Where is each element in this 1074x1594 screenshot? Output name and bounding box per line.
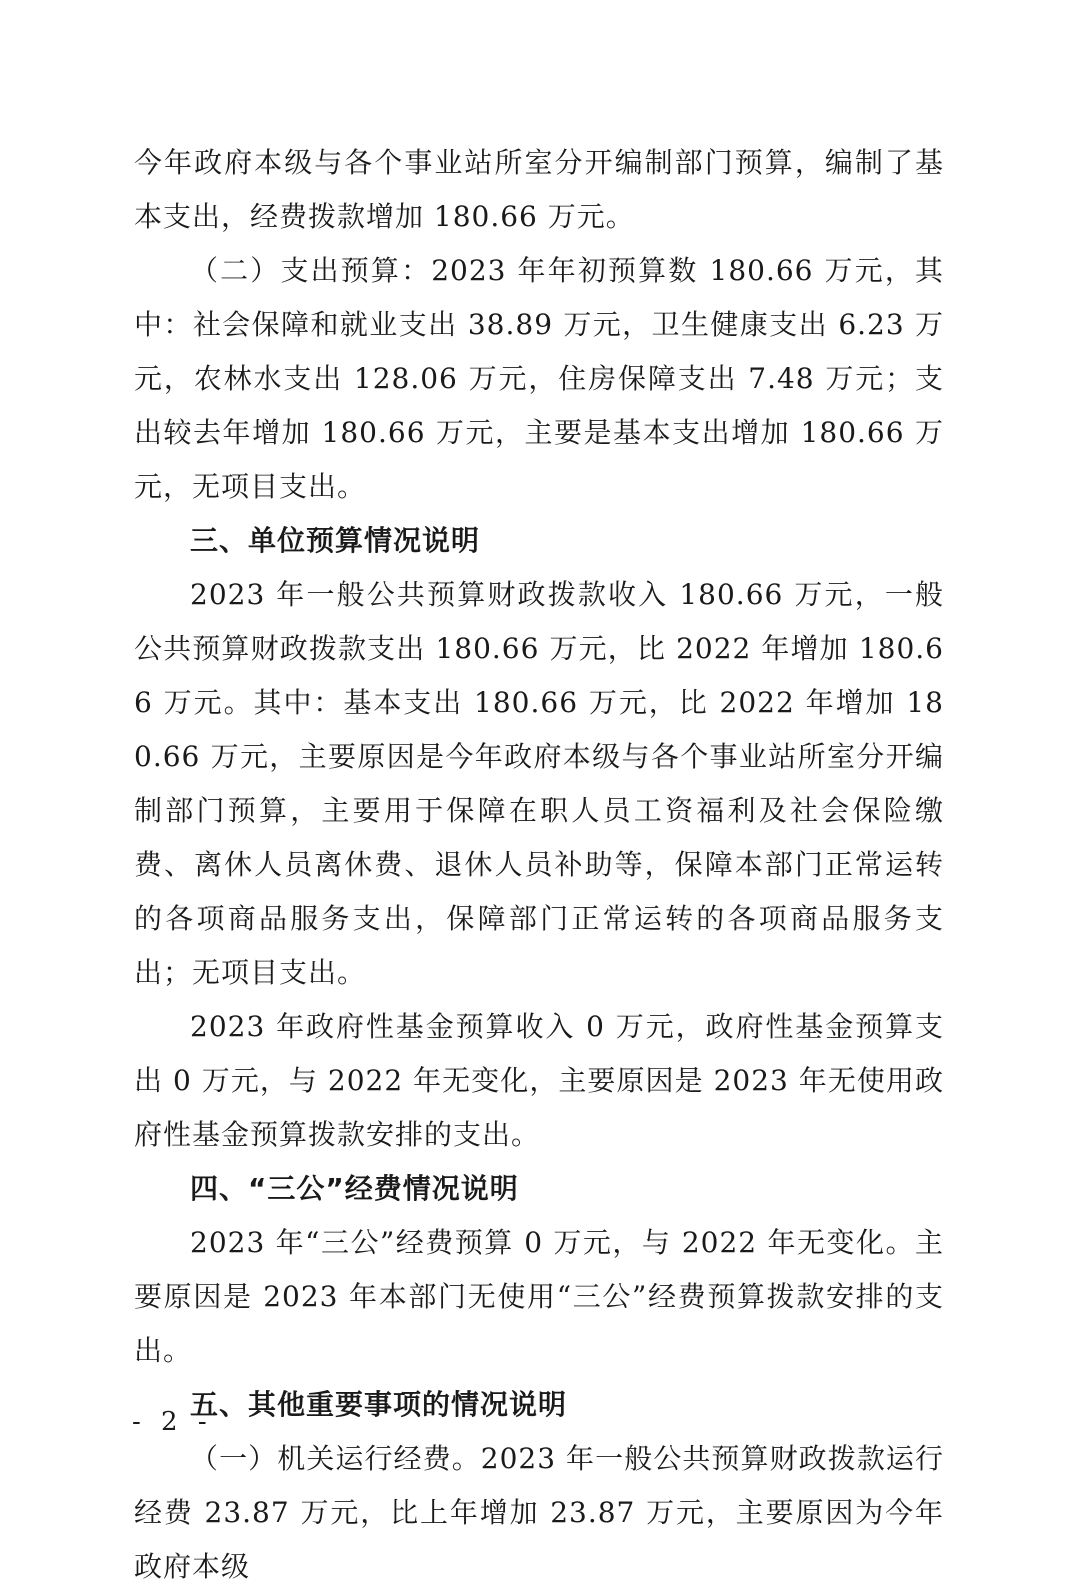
section-heading-three-public: 四、“三公”经费情况说明 — [190, 1172, 519, 1205]
section-heading-other-matters: 五、其他重要事项的情况说明 — [190, 1388, 568, 1421]
paragraph-continuation: 今年政府本级与各个事业站所室分开编制部门预算，编制了基本支出，经费拨款增加 180.66 万元。 — [134, 146, 944, 233]
paragraph-expenditure-budget: （二）支出预算：2023 年年初预算数 180.66 万元，其中：社会保障和就业支出 38.89 万元，卫生健康支出 6.23 万元，农林水支出 128.06 万元，住房保障支出 7.48 万元；支出较去年增加 180.66 万元，主要是基本支出增加 180.66 万元，无项目支出。 — [134, 254, 944, 503]
paragraph-government-fund: 2023 年政府性基金预算收入 0 万元，政府性基金预算支出 0 万元，与 2022 年无变化，主要原因是 2023 年无使用政府性基金预算拨款安排的支出。 — [134, 1010, 944, 1151]
paragraph-operating-costs: （一）机关运行经费。2023 年一般公共预算财政拨款运行经费 23.87 万元，比上年增加 23.87 万元，主要原因为今年政府本级 — [134, 1442, 944, 1583]
page-number: - 2 - — [132, 1407, 213, 1437]
paragraph-three-public: 2023 年“三公”经费预算 0 万元，与 2022 年无变化。主要原因是 2023 年本部门无使用“三公”经费预算拨款安排的支出。 — [134, 1226, 944, 1367]
section-heading-unit-budget: 三、单位预算情况说明 — [190, 524, 481, 557]
document-body — [134, 136, 944, 1594]
paragraph-general-budget: 2023 年一般公共预算财政拨款收入 180.66 万元，一般公共预算财政拨款支出 180.66 万元，比 2022 年增加 180.66 万元。其中：基本支出 180.66 万元，比 2022 年增加 180.66 万元，主要原因是今年政府本级与各个事业站所室分开编制部门预算，主要用于保障在职人员工资福利及社会保险缴费、离休人员离休费、退休人员补助等，保障本部门正常运转的各项商品服务支出，保障部门正常运转的各项商品服务支出；无项目支出。 — [134, 578, 944, 989]
